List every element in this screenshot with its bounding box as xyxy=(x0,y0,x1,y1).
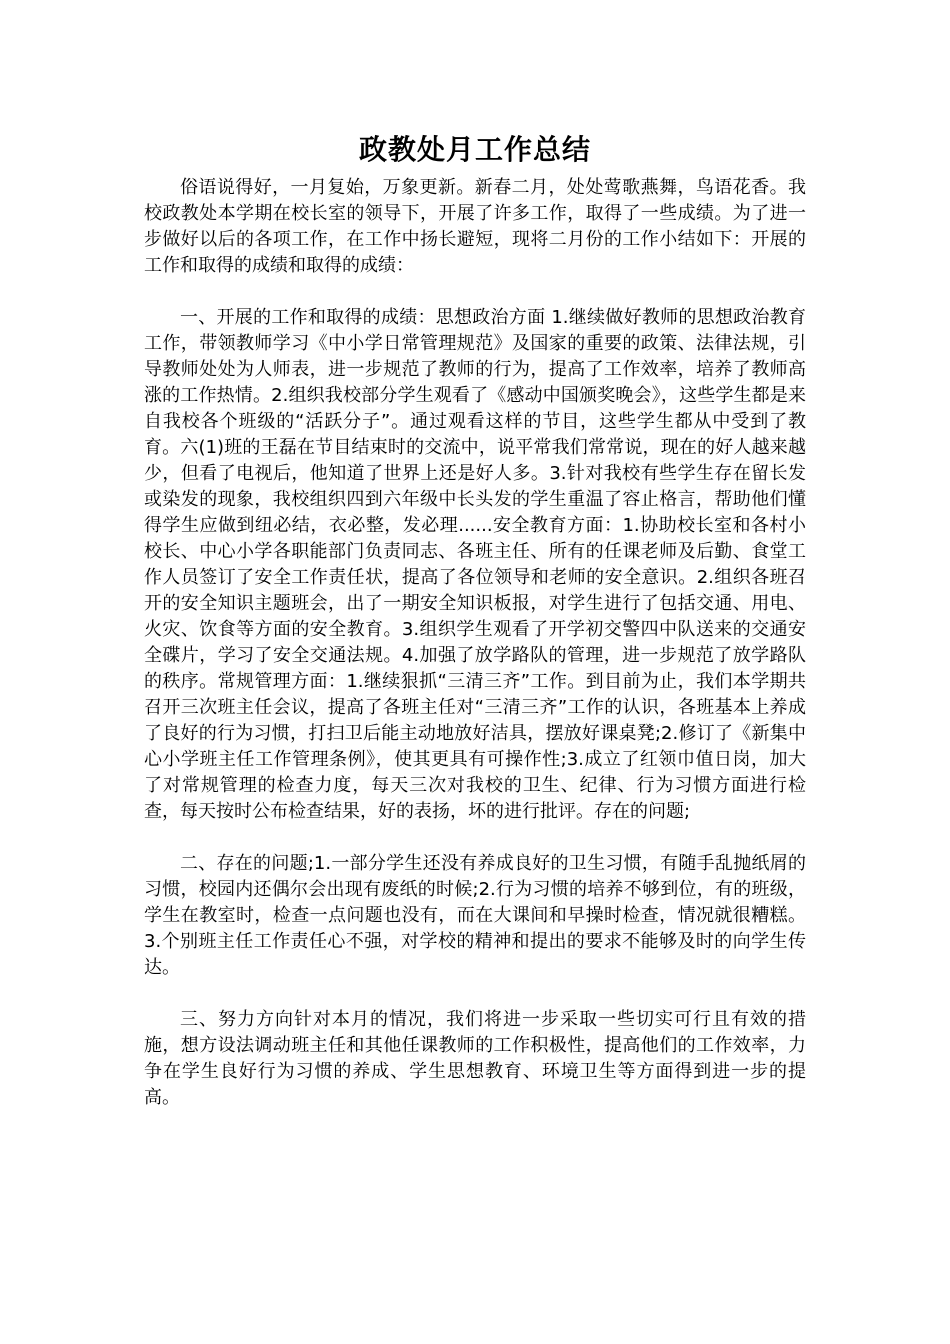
document-title: 政教处月工作总结 xyxy=(358,133,591,166)
paragraph-direction: 三、努力方向针对本月的情况，我们将进一步采取一些切实可行且有效的措施，想方设法调动班主任和其他任课教师的工作积极性，提高他们的工作效率，力争在学生良好行为习惯的养成、学生思想教育、环境卫生等方面得到进一步的提高。 xyxy=(144,1009,806,1108)
paragraph-problems: 二、存在的问题;1.一部分学生还没有养成良好的卫生习惯，有随手乱抛纸屑的习惯，校园内还偶尔会出现有废纸的时候;2.行为习惯的培养不够到位，有的班级，学生在教室时，检查一点问题也没有，而在大课间和早操时检查，情况就很糟糕。3.个别班主任工作责任心不强，对学校的精神和提出的要求不能够及时的向学生传达。 xyxy=(144,853,806,978)
document-body xyxy=(144,175,806,1137)
paragraph-achievements: 一、开展的工作和取得的成绩：思想政治方面 1.继续做好教师的思想政治教育工作，带领教师学习《中小学日常管理规范》及国家的重要的政策、法律法规，引导教师处处为人师表，进一步规范了教师的行为，提高了工作效率，培养了教师高涨的工作热情。2.组织我校部分学生观看了《感动中国颁奖晚会》，这些学生都是来自我校各个班级的“活跃分子”。通过观看这样的节目，这些学生都从中受到了教育。六(1)班的王磊在节目结束时的交流中，说平常我们常常说，现在的好人越来越少，但看了电视后，他知道了世界上还是好人多。3.针对我校有些学生存在留长发或染发的现象，我校组织四到六年级中长头发的学生重温了容止格言，帮助他们懂得学生应做到纽必结，衣必整，发必理......安全教育方面：1.协助校长室和各村小校长、中心小学各职能部门负责同志、各班主任、所有的任课老师及后勤、食堂工作人员签订了安全工作责任状，提高了各位领导和老师的安全意识。2.组织各班召开的安全知识主题班会，出了一期安全知识板报，对学生进行了包括交通、用电、火灾、饮食等方面的安全教育。3.组织学生观看了开学初交警四中队送来的交通安全碟片，学习了安全交通法规。4.加强了放学路队的管理，进一步规范了放学路队的秩序。常规管理方面：1.继续狠抓“三清三齐”工作。到目前为止，我们本学期共召开三次班主任会议，提高了各班主任对“三清三齐”工作的认识，各班基本上养成了良好的行为习惯，打扫卫后能主动地放好洁具，摆放好课桌凳;2.修订了《新集中心小学班主任工作管理条例》，使其更具有可操作性;3.成立了红领巾值日岗，加大了对常规管理的检查力度，每天三次对我校的卫生、纪律、行为习惯方面进行检查，每天按时公布检查结果，好的表扬，坏的进行批评。存在的问题; xyxy=(144,307,806,822)
paragraph-intro: 俗语说得好，一月复始，万象更新。新春二月，处处莺歌燕舞，鸟语花香。我校政教处本学期在校长室的领导下，开展了许多工作，取得了一些成绩。为了进一步做好以后的各项工作，在工作中扬长避短，现将二月份的工作小结如下：开展的工作和取得的成绩和取得的成绩： xyxy=(144,177,806,276)
